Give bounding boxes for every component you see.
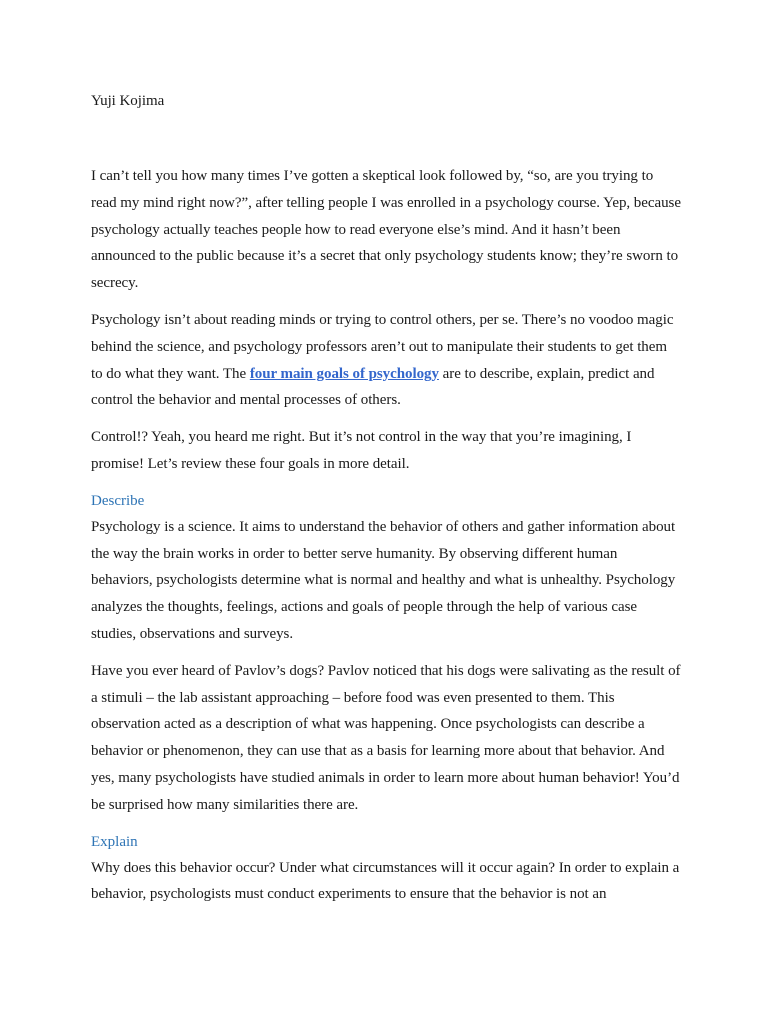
control-paragraph: Control!? Yeah, you heard me right. But it’s not control in the way that you’re imagining, I promise! Let’s review these four goals in more detail. [91, 429, 632, 472]
document-body [91, 163, 681, 918]
four-goals-link[interactable]: four main goals of psychology [249, 365, 439, 382]
author-name: Yuji Kojima [91, 93, 165, 109]
goals-text-before: Psychology isn’t about reading minds or trying to control others, per se. There’s no voodoo magic behind the science, and psychology professors aren’t out to manipulate their students to get them to do what they want. The [91, 311, 674, 382]
section-heading-describe: Describe [91, 492, 145, 509]
section-heading-explain: Explain [91, 833, 138, 850]
intro-paragraph: I can’t tell you how many times I’ve gotten a skeptical look followed by, “so, are you trying to read my mind right now?”, after telling people I was enrolled in a psychology course. Yep, because psychology actually teaches people how to read everyone else’s mind. And it hasn’t been announced to the public because it’s a secret that only psychology students know; they’re sworn to secrecy. [91, 168, 681, 292]
goals-text-after: are to describe, explain, predict and control the behavior and mental processes of others. [91, 365, 655, 409]
describe-paragraph-2: Have you ever heard of Pavlov’s dogs? Pavlov noticed that his dogs were salivating as the result of a stimuli – the lab assistant approaching – before food was even presented to them. This observation acted as a description of what was happening. Once psychologists can describe a behavior or phenomenon, they can use that as a basis for learning more about that behavior. And yes, many psychologists have studied animals in order to learn more about human behavior! You’d be surprised how many similarities there are. [91, 662, 681, 813]
goals-paragraph [91, 307, 681, 414]
describe-paragraph-1: Psychology is a science. It aims to understand the behavior of others and gather information about the way the brain works in order to better serve humanity. By observing different human behaviors, psychologists determine what is normal and healthy and what is unhealthy. Psychology analyzes the thoughts, feelings, actions and goals of people through the help of various case studies, observations and surveys. [91, 518, 676, 642]
explain-paragraph-1: Why does this behavior occur? Under what circumstances will it occur again? In order to explain a behavior, psychologists must conduct experiments to ensure that the behavior is not an [91, 859, 680, 903]
